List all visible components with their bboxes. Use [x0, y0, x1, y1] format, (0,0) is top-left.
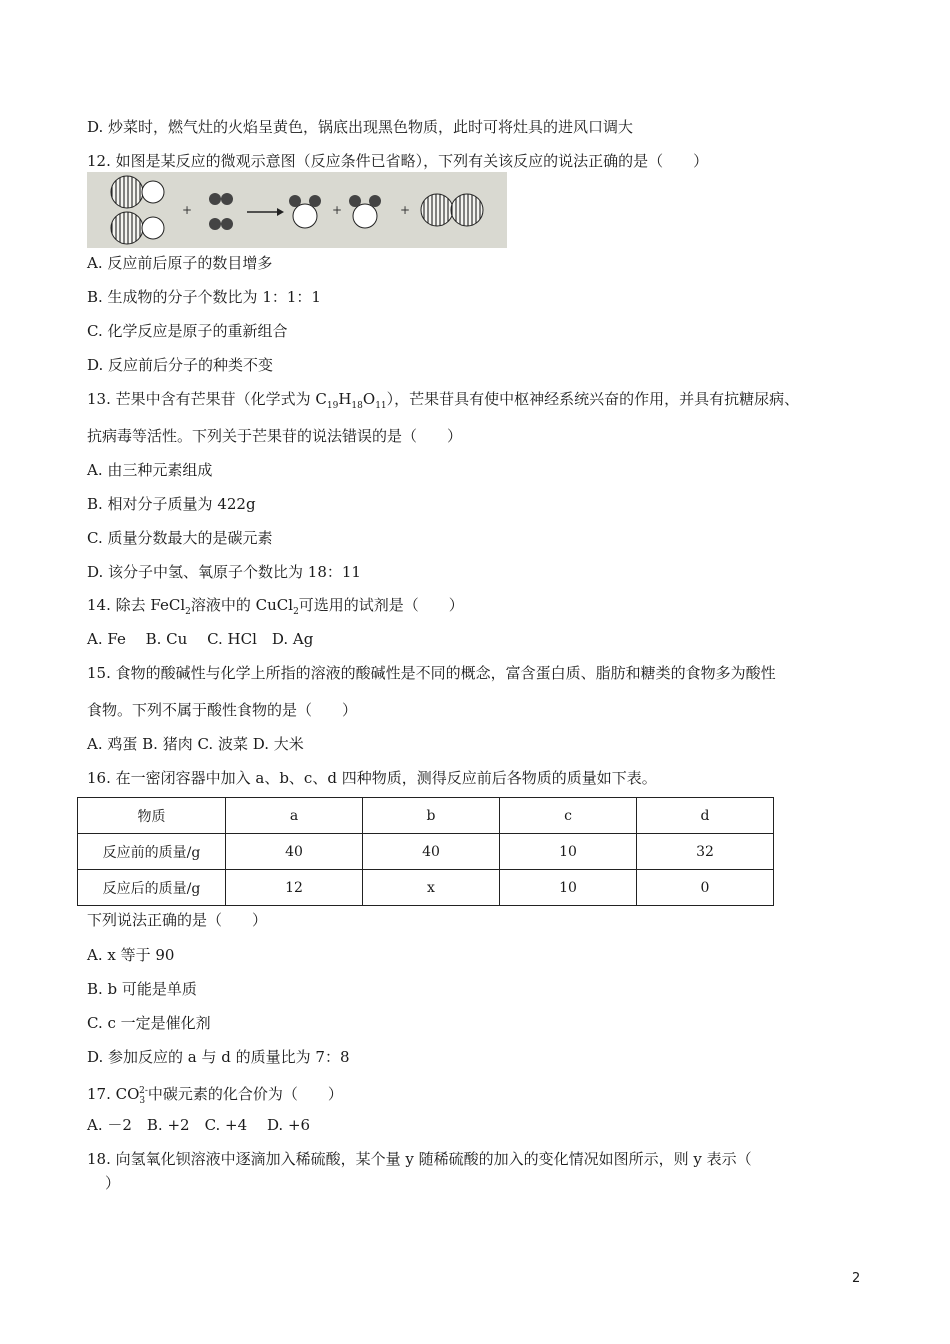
q17-stem: 17. $CO_3^{2-}$中碳元素的化合价为（ ） [87, 1085, 343, 1106]
q16-option-b: B. b 可能是单质 [87, 980, 197, 998]
table-header-cell: d [637, 798, 774, 834]
q16-option-a: A. x 等于 90 [87, 946, 175, 964]
reactant-molecule-1 [111, 176, 164, 244]
q16-option-c: C. c 一定是催化剂 [87, 1014, 211, 1032]
q13-option-a: A. 由三种元素组成 [87, 461, 213, 479]
product-molecule-3 [421, 194, 483, 226]
table-header-cell: a [226, 798, 363, 834]
svg-text:+: + [400, 203, 411, 217]
table-cell: 反应后的质量/g [78, 870, 226, 906]
table-cell: 40 [226, 834, 363, 870]
page-number: 2 [852, 1271, 861, 1286]
table-cell: 反应前的质量/g [78, 834, 226, 870]
product-molecule-1 [289, 195, 321, 228]
table-header-cell: b [363, 798, 500, 834]
table-header-cell: 物质 [78, 798, 226, 834]
table-cell: x [363, 870, 500, 906]
q15-options: A. 鸡蛋 B. 猪肉 C. 波菜 D. 大米 [87, 735, 304, 753]
table-cell: 10 [500, 834, 637, 870]
q18-stem-line2: ） [105, 1174, 121, 1192]
q14-stem: 14. 除去 FeCl$_2$溶液中的 CuCl$_2$可选用的试剂是（ ） [87, 596, 464, 617]
table-header-cell: c [500, 798, 637, 834]
table-cell: 10 [500, 870, 637, 906]
q12-option-b: B. 生成物的分子个数比为 1：1：1 [87, 288, 321, 306]
table-cell: 40 [363, 834, 500, 870]
table-cell: 32 [637, 834, 774, 870]
q13-option-c: C. 质量分数最大的是碳元素 [87, 529, 273, 547]
reactant-molecule-2 [209, 193, 233, 230]
reaction-arrow [247, 208, 284, 216]
mass-table [77, 797, 774, 906]
table-cell: 0 [637, 870, 774, 906]
q17-options: A. －2 B. +2 C. +4 D. +6 [87, 1116, 311, 1134]
q15-stem-line2: 食物。下列不属于酸性食物的是（ ） [87, 701, 358, 719]
svg-text:+: + [182, 203, 193, 217]
q16-question: 下列说法正确的是（ ） [87, 911, 268, 929]
q12-option-a: A. 反应前后原子的数目增多 [87, 254, 273, 272]
q12-stem: 12. 如图是某反应的微观示意图（反应条件已省略），下列有关该反应的说法正确的是（ ） [87, 152, 709, 170]
table-cell: 12 [226, 870, 363, 906]
q12-option-d: D. 反应前后分子的种类不变 [87, 356, 274, 374]
product-molecule-2 [349, 195, 381, 228]
table-header-row [78, 798, 774, 834]
q12-option-c: C. 化学反应是原子的重新组合 [87, 322, 288, 340]
q13-stem-line2: 抗病毒等活性。下列关于芒果苷的说法错误的是（ ） [87, 427, 463, 445]
reaction-diagram [87, 172, 507, 248]
q16-stem: 16. 在一密闭容器中加入 a、b、c、d 四种物质，测得反应前后各物质的质量如下表。 [87, 769, 657, 787]
q18-stem-line1: 18. 向氢氧化钡溶液中逐滴加入稀硫酸，某个量 y 随稀硫酸的加入的变化情况如图所示，则 y 表示（ [87, 1150, 752, 1168]
q13-option-b: B. 相对分子质量为 422g [87, 495, 256, 513]
svg-text:+: + [332, 203, 343, 217]
q11-option-d: D. 炒菜时，燃气灶的火焰呈黄色，锅底出现黑色物质，此时可将灶具的进风口调大 [87, 118, 634, 136]
q14-options: A. Fe B. Cu C. HCl D. Ag [87, 630, 314, 648]
q16-option-d: D. 参加反应的 a 与 d 的质量比为 7：8 [87, 1048, 350, 1066]
q15-stem-line1: 15. 食物的酸碱性与化学上所指的溶液的酸碱性是不同的概念，富含蛋白质、脂肪和糖类的食物多为酸性 [87, 664, 776, 682]
table-row [78, 870, 774, 906]
q13-option-d: D. 该分子中氢、氧原子个数比为 18：11 [87, 563, 361, 581]
q13-stem-line1: 13. 芒果中含有芒果苷（化学式为 $C_{19}H_{18}O_{11}$），芒果苷具有使中枢神经系统兴奋的作用，并具有抗糖尿病、 [87, 390, 800, 411]
table-row [78, 834, 774, 870]
